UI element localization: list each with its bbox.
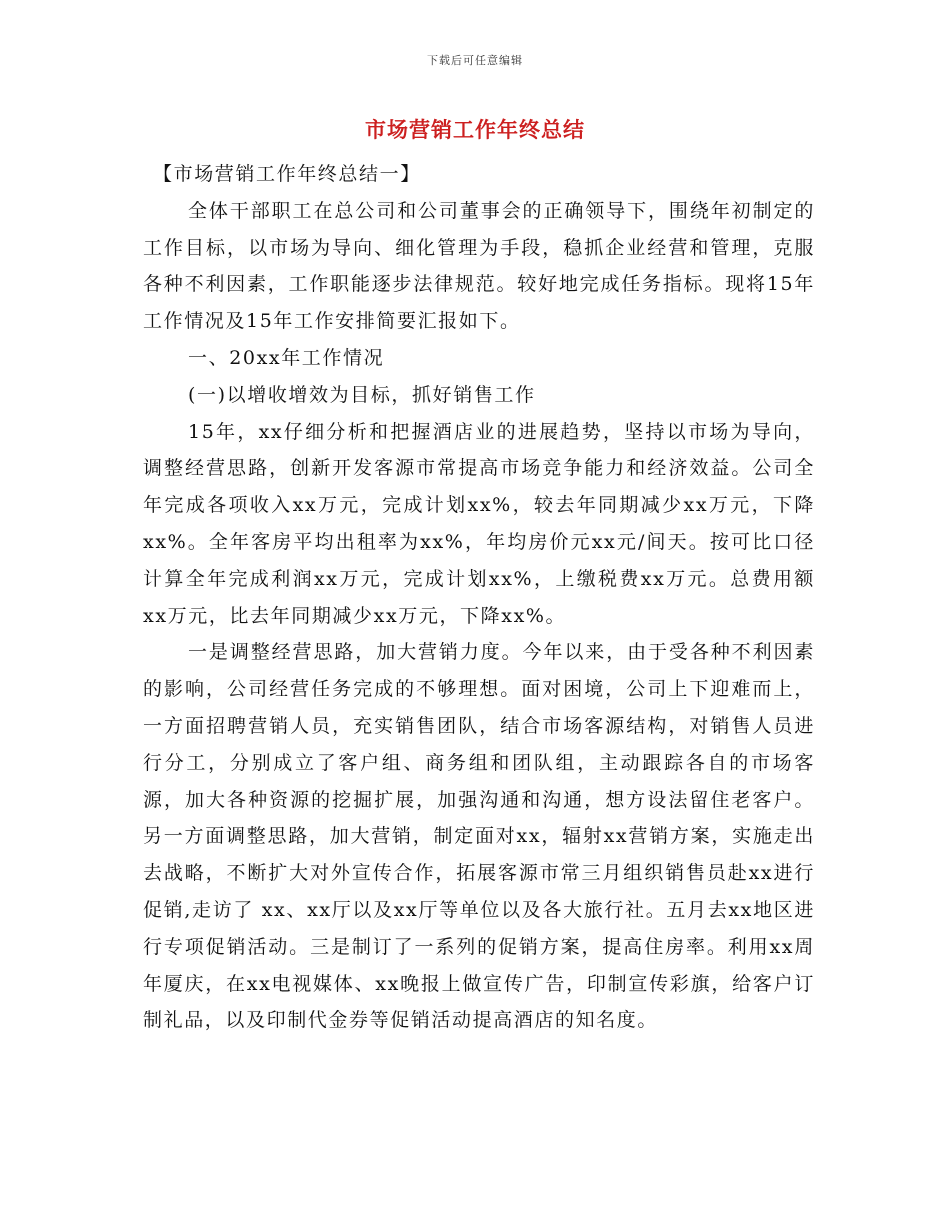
paragraph-annual-results: 15年，xx仔细分析和把握酒店业的进展趋势，坚持以市场为导向，调整经营思路，创新开发客源市常提高市场竞争能力和经济效益。公司全年完成各项收入xx万元，完成计划xx%，较去年同期减少xx万元，下降xx%。全年客房平均出租率为xx%，年均房价元xx元/间天。按可比口径计算全年完成利润xx万元，完成计划xx%，上缴税费xx万元。总费用额xx万元，比去年同期减少xx万元，下降xx%。 bbox=[143, 420, 815, 627]
page-header-note: 下载后可任意编辑 bbox=[427, 54, 523, 67]
document-body bbox=[143, 156, 815, 1039]
section-label: 【市场营销工作年终总结一】 bbox=[153, 163, 421, 185]
heading-work-status: 一、20xx年工作情况 bbox=[188, 346, 385, 369]
document-title: 市场营销工作年终总结 bbox=[365, 117, 585, 142]
subheading-sales-work: (一)以增收增效为目标，抓好销售工作 bbox=[188, 383, 536, 406]
paragraph-intro: 全体干部职工在总公司和公司董事会的正确领导下，围绕年初制定的工作目标，以市场为导向、细化管理为手段，稳抓企业经营和管理，克服各种不利因素，工作职能逐步法律规范。较好地完成任务指标。现将15年工作情况及15年工作安排简要汇报如下。 bbox=[143, 199, 815, 333]
paragraph-marketing-strategy: 一是调整经营思路，加大营销力度。今年以来，由于受各种不利因素的影响，公司经营任务完成的不够理想。面对困境，公司上下迎难而上，一方面招聘营销人员，充实销售团队，结合市场客源结构，对销售人员进行分工，分别成立了客户组、商务组和团队组，主动跟踪各自的市场客源，加大各种资源的挖掘扩展，加强沟通和沟通，想方设法留住老客户。另一方面调整思路，加大营销，制定面对xx，辐射xx营销方案，实施走出去战略，不断扩大对外宣传合作，拓展客源市常三月组织销售员赴xx进行促销,走访了 xx、xx厅以及xx厅等单位以及各大旅行社。五月去xx地区进行专项促销活动。三是制订了一系列的促销方案，提高住房率。利用xx周年厦庆，在xx电视媒体、xx晚报上做宣传广告，印制宣传彩旗，给客户订制礼品，以及印制代金券等促销活动提高酒店的知名度。 bbox=[143, 641, 815, 1032]
